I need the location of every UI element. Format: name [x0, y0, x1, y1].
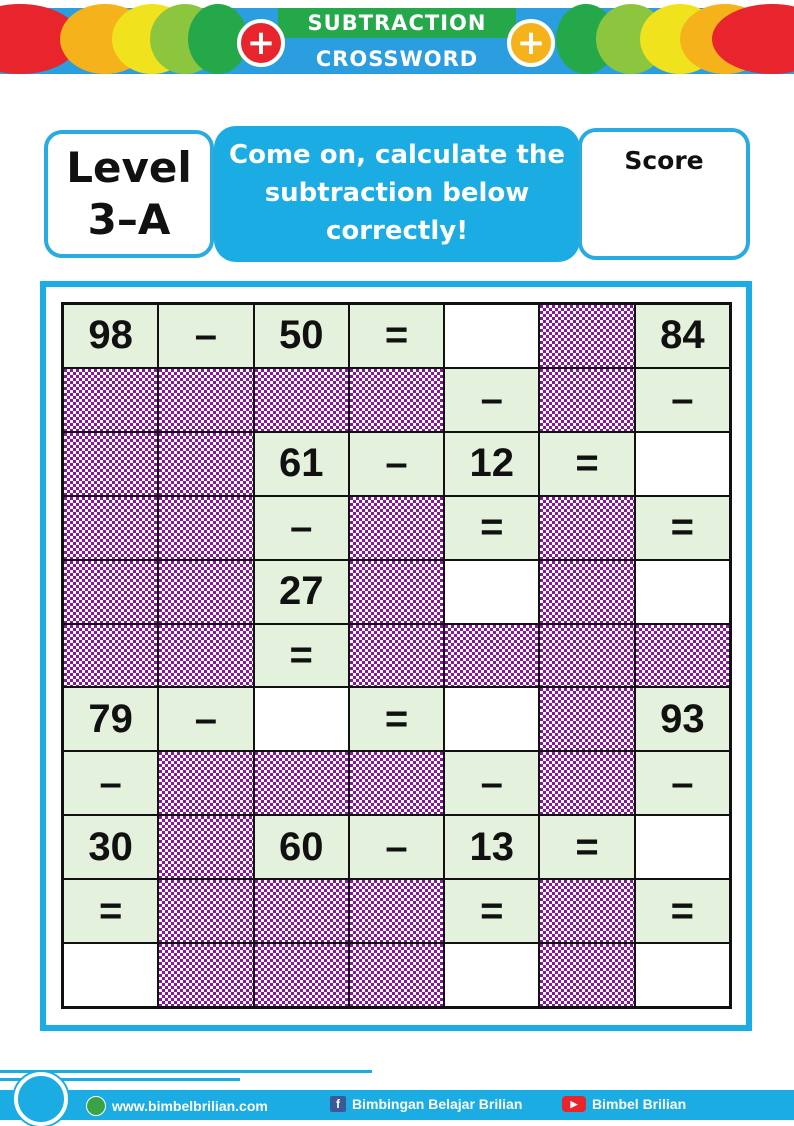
facebook-link[interactable]: Bimbingan Belajar Brilian — [352, 1096, 523, 1112]
blocked-cell — [539, 368, 634, 432]
blocked-cell — [349, 496, 444, 560]
footer-website[interactable] — [86, 1096, 268, 1116]
blocked-cell — [158, 751, 253, 815]
given-cell: 30 — [63, 815, 158, 879]
instruction-text: Come on, calculate the subtraction below correctly! — [229, 140, 565, 246]
given-cell: 98 — [63, 304, 158, 368]
facebook-icon: f — [330, 1096, 346, 1112]
blocked-cell — [539, 304, 634, 368]
blocked-cell — [158, 560, 253, 624]
blocked-cell — [349, 624, 444, 688]
instruction-box — [214, 126, 580, 262]
answer-cell[interactable] — [444, 687, 539, 751]
given-cell: = — [539, 432, 634, 496]
given-cell: = — [444, 879, 539, 943]
given-cell: = — [63, 879, 158, 943]
given-cell: = — [635, 879, 730, 943]
blocked-cell — [539, 687, 634, 751]
blocked-cell — [63, 624, 158, 688]
given-cell: – — [349, 432, 444, 496]
level-box — [44, 130, 214, 258]
plus-icon: + — [237, 19, 285, 67]
title-line-1: SUBTRACTION — [278, 8, 516, 38]
given-cell: – — [158, 687, 253, 751]
blocked-cell — [254, 368, 349, 432]
score-box[interactable] — [578, 128, 750, 260]
blocked-cell — [539, 879, 634, 943]
blocked-cell — [254, 943, 349, 1007]
footer-facebook[interactable] — [330, 1096, 522, 1112]
blocked-cell — [158, 496, 253, 560]
crossword-grid — [61, 302, 732, 1009]
blocked-cell — [63, 432, 158, 496]
header-banner — [0, 0, 794, 80]
given-cell: 79 — [63, 687, 158, 751]
blocked-cell — [254, 751, 349, 815]
blocked-cell — [158, 815, 253, 879]
given-cell: 13 — [444, 815, 539, 879]
given-cell: – — [349, 815, 444, 879]
blocked-cell — [635, 624, 730, 688]
plus-icon: + — [507, 19, 555, 67]
given-cell: 93 — [635, 687, 730, 751]
level-label: Level — [66, 142, 192, 192]
given-cell: – — [158, 304, 253, 368]
answer-cell[interactable] — [254, 687, 349, 751]
given-cell: – — [635, 751, 730, 815]
blocked-cell — [539, 496, 634, 560]
blocked-cell — [254, 879, 349, 943]
answer-cell[interactable] — [635, 815, 730, 879]
blocked-cell — [158, 368, 253, 432]
footer-youtube[interactable] — [562, 1096, 686, 1112]
title-line-2: CROSSWORD — [278, 44, 516, 74]
answer-cell[interactable] — [444, 304, 539, 368]
given-cell: – — [254, 496, 349, 560]
blocked-cell — [158, 943, 253, 1007]
blocked-cell — [349, 943, 444, 1007]
given-cell: 27 — [254, 560, 349, 624]
blocked-cell — [349, 879, 444, 943]
blocked-cell — [158, 624, 253, 688]
answer-cell[interactable] — [635, 432, 730, 496]
blocked-cell — [349, 751, 444, 815]
blocked-cell — [349, 368, 444, 432]
given-cell: 50 — [254, 304, 349, 368]
blocked-cell — [158, 432, 253, 496]
given-cell: 60 — [254, 815, 349, 879]
blocked-cell — [63, 560, 158, 624]
given-cell: = — [349, 687, 444, 751]
globe-icon — [86, 1096, 106, 1116]
blocked-cell — [63, 368, 158, 432]
given-cell: = — [444, 496, 539, 560]
footer-line — [0, 1070, 372, 1073]
blocked-cell — [63, 496, 158, 560]
given-cell: 84 — [635, 304, 730, 368]
given-cell: – — [63, 751, 158, 815]
blocked-cell — [539, 751, 634, 815]
given-cell: – — [444, 751, 539, 815]
given-cell: = — [539, 815, 634, 879]
given-cell: = — [635, 496, 730, 560]
answer-cell[interactable] — [444, 943, 539, 1007]
blocked-cell — [349, 560, 444, 624]
blocked-cell — [539, 624, 634, 688]
given-cell: = — [254, 624, 349, 688]
blocked-cell — [539, 560, 634, 624]
youtube-icon: ▶ — [562, 1096, 586, 1112]
website-link[interactable]: www.bimbelbrilian.com — [112, 1098, 268, 1114]
footer-circle — [14, 1072, 68, 1126]
given-cell: 12 — [444, 432, 539, 496]
blocked-cell — [539, 943, 634, 1007]
answer-cell[interactable] — [444, 560, 539, 624]
answer-cell[interactable] — [63, 943, 158, 1007]
answer-cell[interactable] — [635, 943, 730, 1007]
given-cell: = — [349, 304, 444, 368]
blocked-cell — [158, 879, 253, 943]
answer-cell[interactable] — [635, 560, 730, 624]
blocked-cell — [444, 624, 539, 688]
given-cell: – — [444, 368, 539, 432]
given-cell: 61 — [254, 432, 349, 496]
score-label: Score — [624, 146, 704, 175]
given-cell: – — [635, 368, 730, 432]
level-value: 3–A — [87, 195, 171, 244]
youtube-link[interactable]: Bimbel Brilian — [592, 1096, 687, 1112]
